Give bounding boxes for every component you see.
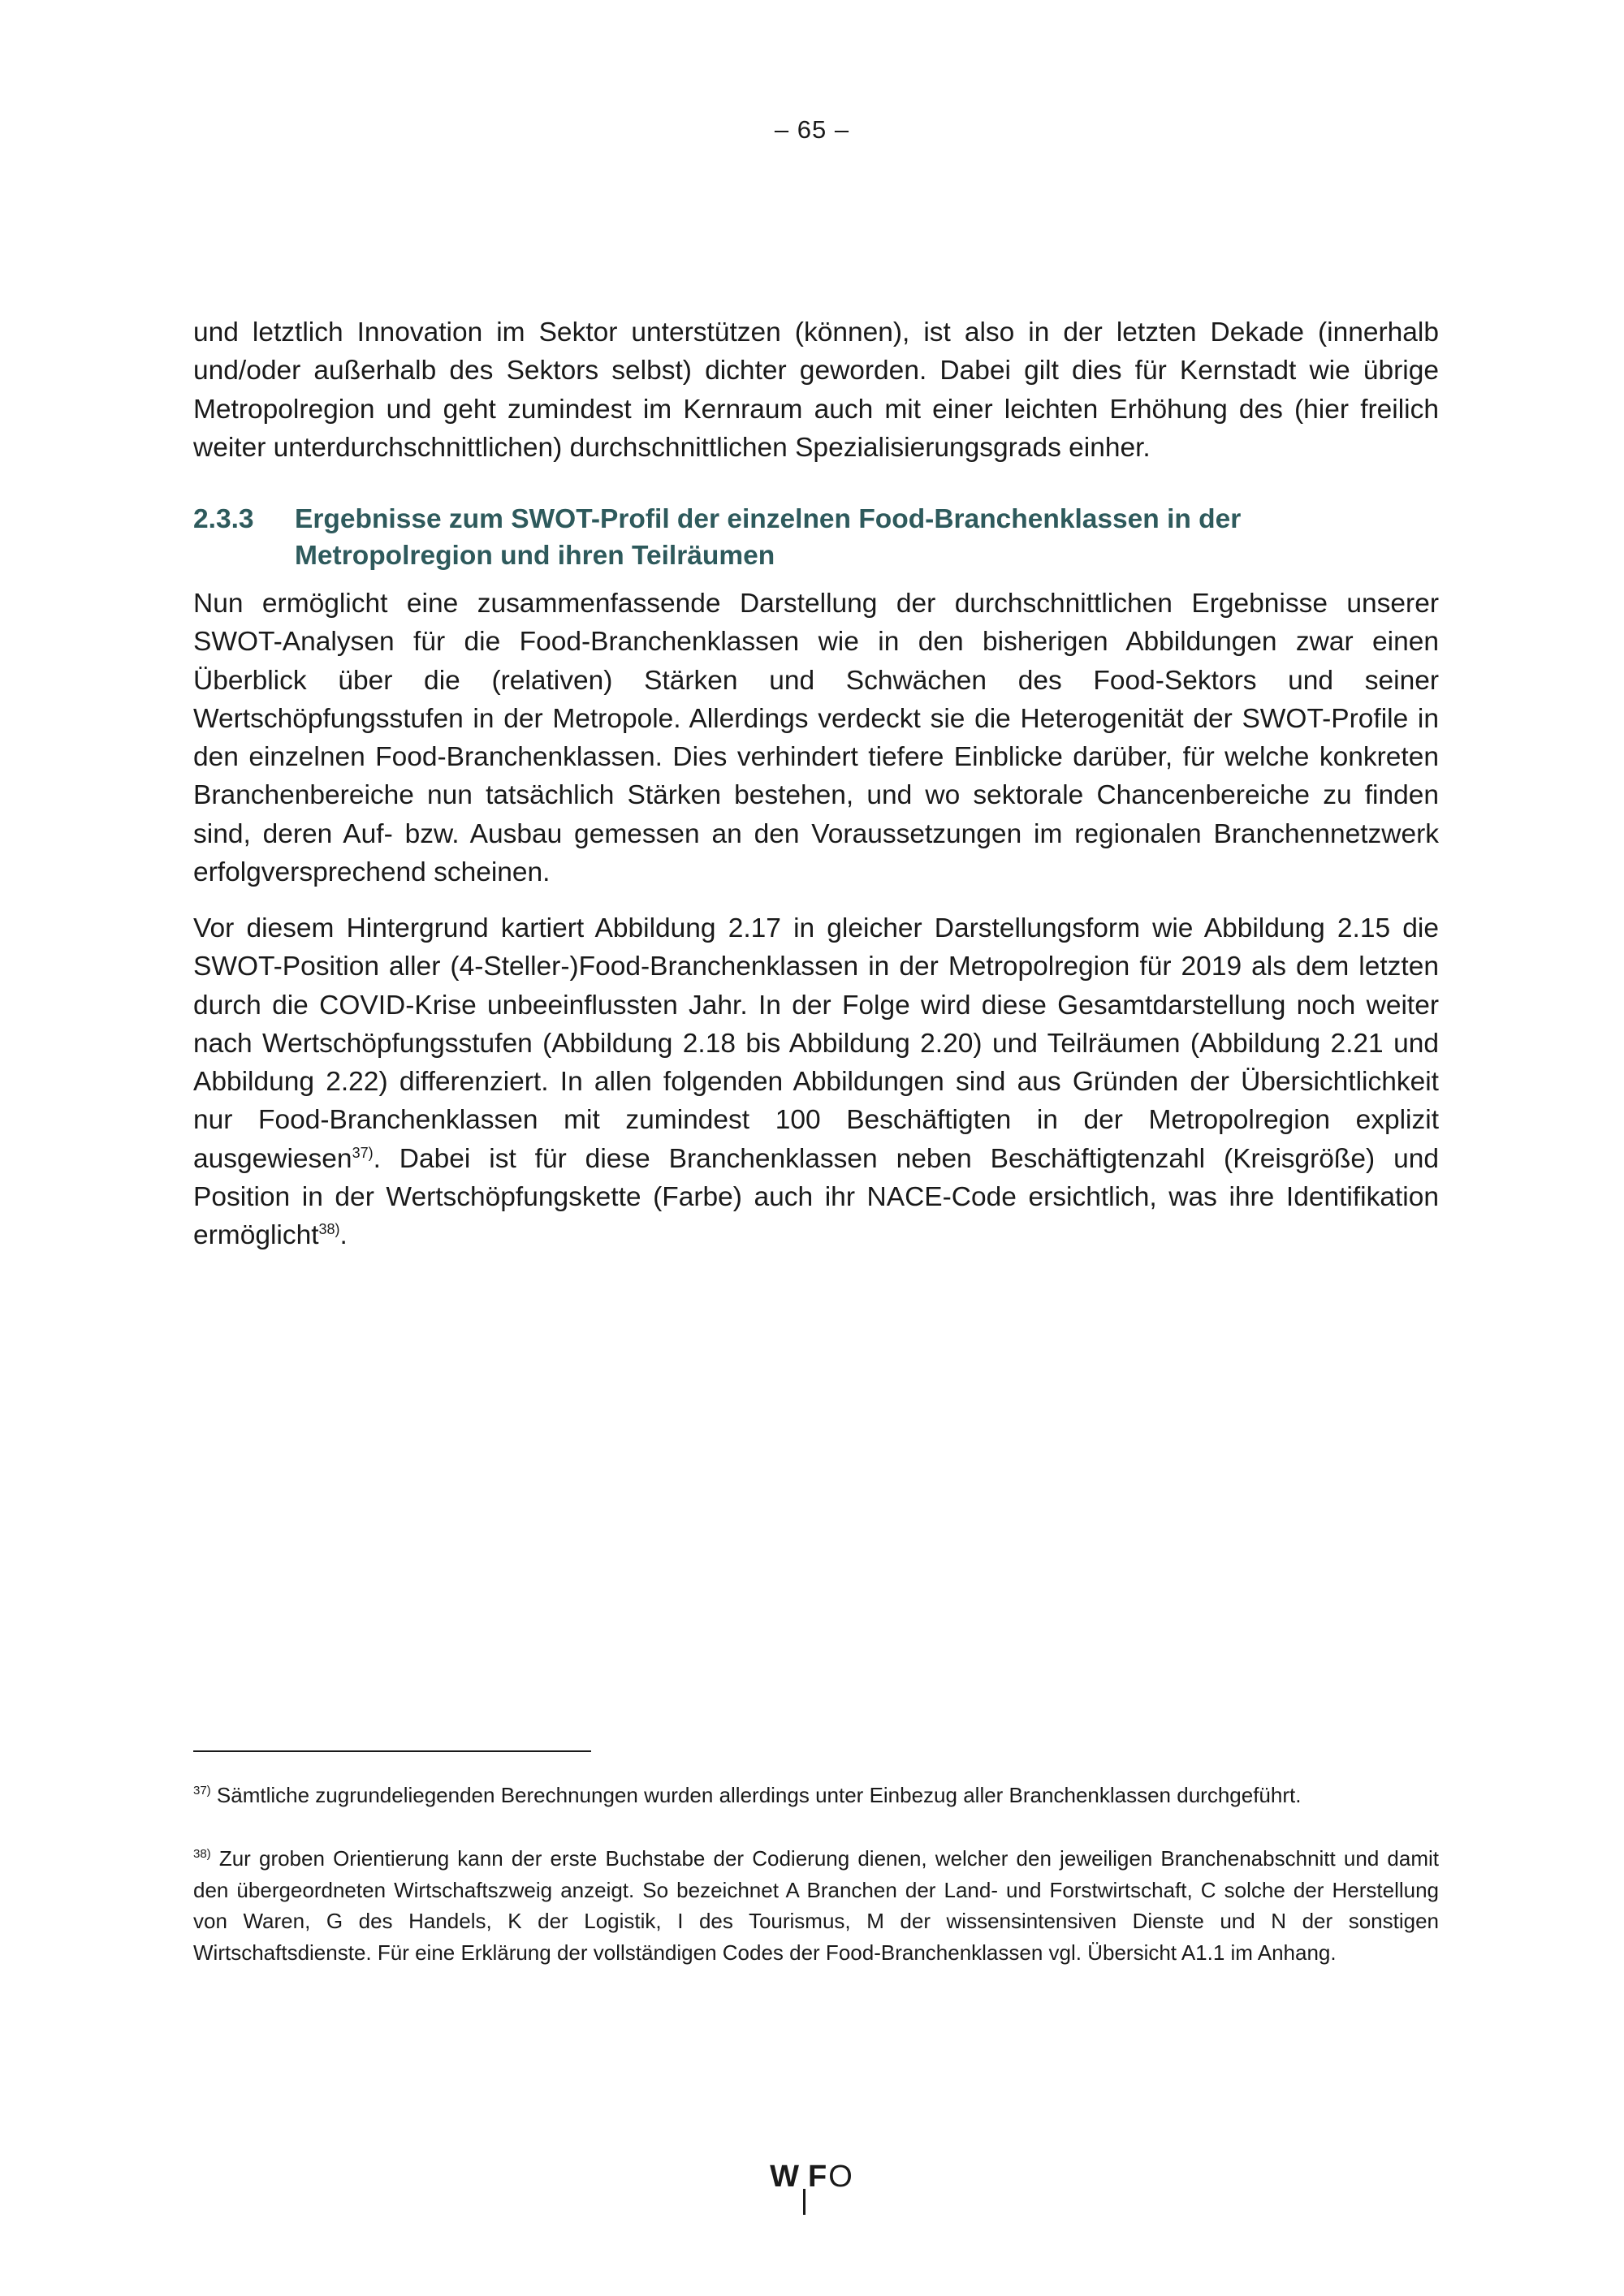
logo-separator xyxy=(803,2189,806,2215)
section-title: Ergebnisse zum SWOT-Profil der einzelnen Food-Branchenklassen in der Metropolregion und ihren Teilräumen xyxy=(295,504,1242,571)
paragraph-3 xyxy=(193,909,1439,1255)
section-heading xyxy=(193,501,1439,574)
footnote-ref-37[interactable]: 37) xyxy=(352,1144,374,1161)
footnote-38-marker: 38) xyxy=(193,1847,211,1861)
paragraph-3-part-b: . Dabei ist für diese Branchenklassen neben Beschäftigtenzahl (Kreisgröße) und Position in der Wertschöpfungskette (Farbe) auch ihr NACE-Code ersichtlich, was ihre Identifikation ermöglicht xyxy=(193,1143,1439,1251)
section-number: 2.3.3 xyxy=(193,504,254,534)
paragraph-2: Nun ermöglicht eine zusammenfassende Darstellung der durchschnittlichen Ergebnisse unserer SWOT-Analysen für die Food-Branchenklassen wie in den bisherigen Abbildungen zwar einen Überblick über die (relativen) Stärken und Schwächen des Food-Sektors und seiner Wertschöpfungsstufen in der Metropole. Allerdings verdeckt sie die Heterogenität der SWOT-Profile in den einzelnen Food-Branchenklassen. Dies verhindert tiefere Einblicke darüber, für welche konkreten Branchenbereiche nun tatsächlich Stärken bestehen, und wo sektorale Chancenbereiche zu finden sind, deren Auf- bzw. Ausbau gemessen an den Voraussetzungen im regionalen Branchennetzwerk erfolgversprechend scheinen. xyxy=(193,589,1439,888)
logo-letter-o: O xyxy=(828,2160,854,2194)
footnote-37-marker: 37) xyxy=(193,1784,211,1798)
paragraph-3-part-c: . xyxy=(339,1220,348,1251)
page-number: – 65 – xyxy=(774,115,850,144)
logo-letter-f: F xyxy=(808,2160,829,2194)
logo-letter-w: W xyxy=(770,2160,801,2194)
footnote-ref-38[interactable]: 38) xyxy=(318,1221,340,1238)
footnote-37-text: Sämtliche zugrundeliegenden Berechnungen wurden allerdings unter Einbezug aller Branchenklassen durchgeführt. xyxy=(210,1783,1302,1807)
footnote-divider xyxy=(193,1750,591,1752)
wifo-logo xyxy=(0,2160,1624,2215)
footnote-38-text: Zur groben Orientierung kann der erste Buchstabe der Codierung dienen, welcher den jeweiligen Branchenabschnitt und damit den übergeordneten Wirtschaftszweig anzeigt. So bezeichnet A Branchen der Land- und Forstwirtschaft, C solche der Herstellung von Waren, G des Handels, K der Logistik, I des Tourismus, M der wissensintensiven Dienste und N der sonstigen Wirtschaftsdienste. Für eine Erklärung der vollständigen Codes der Food-Branchenklassen vgl. Übersicht A1.1 im Anhang. xyxy=(193,1846,1439,1965)
footnote-37 xyxy=(193,1780,1439,1811)
paragraph-3-part-a: Vor diesem Hintergrund kartiert Abbildung 2.17 in gleicher Darstellungsform wie Abbildung 2.15 die SWOT-Position aller (4-Steller-)Food-Branchenklassen in der Metropolregion für 2019 als dem letzten durch die COVID-Krise unbeeinflussten Jahr. In der Folge wird diese Gesamtdarstellung noch weiter nach Wertschöpfungsstufen (Abbildung 2.18 bis Abbildung 2.20) und Teilräumen (Abbildung 2.21 und Abbildung 2.22) differenziert. In allen folgenden Abbildungen sind aus Gründen der Übersichtlichkeit nur Food-Branchenklassen mit zumindest 100 Beschäftigten in der Metropolregion explizit ausgewiesen xyxy=(193,913,1439,1174)
paragraph-1: und letztlich Innovation im Sektor unterstützen (können), ist also in der letzten Dekade (innerhalb und/oder außerhalb des Sektors selbst) dichter geworden. Dabei gilt dies für Kernstadt wie übrige Metropolregion und geht zumindest im Kernraum auch mit einer leichten Erhöhung des (hier freilich weiter unterdurchschnittlichen) durchschnittlichen Spezialisierungsgrads einher. xyxy=(193,317,1439,463)
footnote-38 xyxy=(193,1843,1439,1968)
